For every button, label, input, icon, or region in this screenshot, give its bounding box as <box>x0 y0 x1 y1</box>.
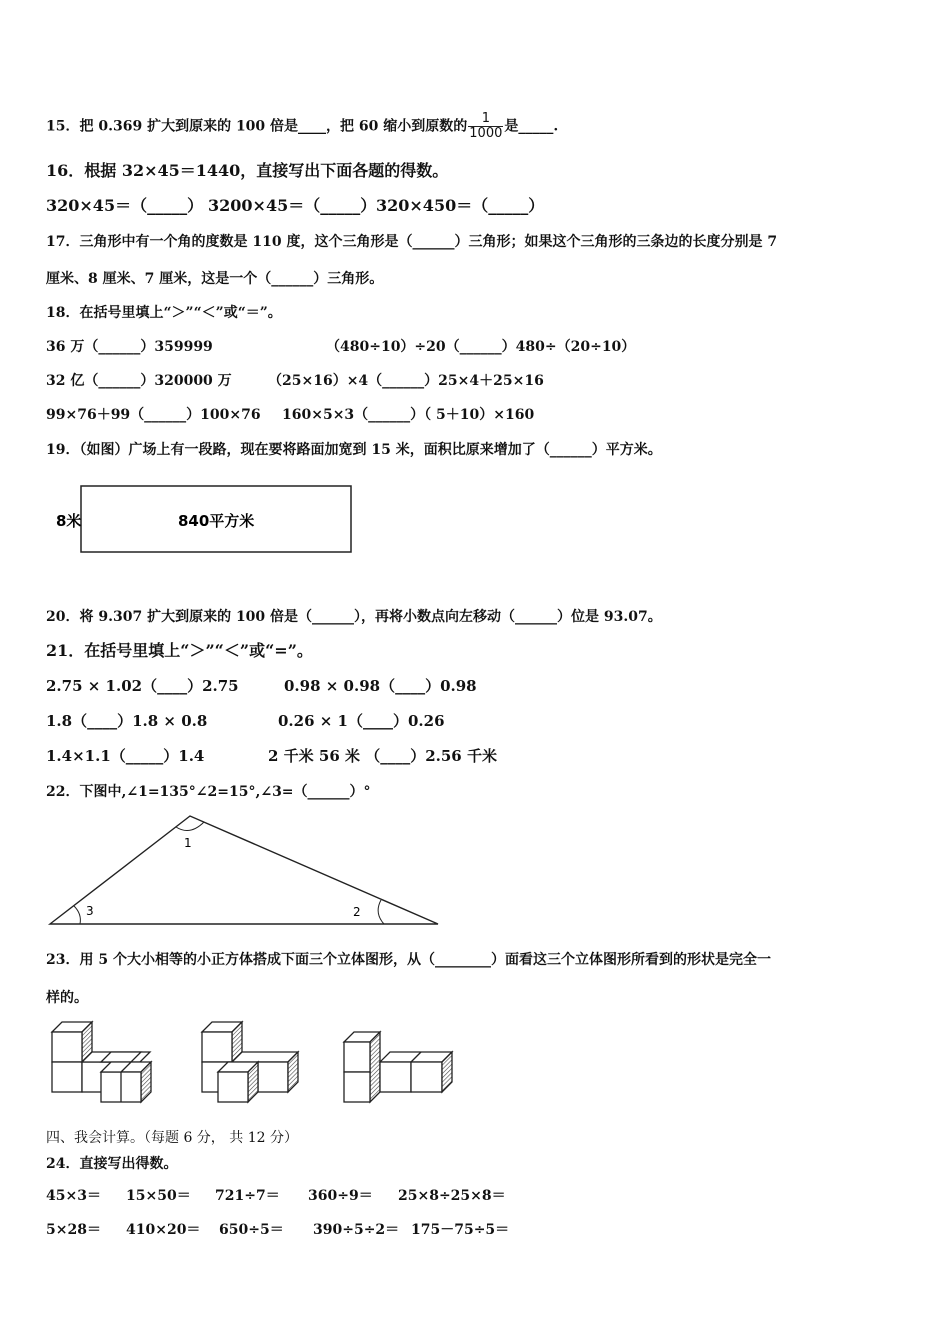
cube-figure-2 <box>202 1022 298 1102</box>
section-4-title: 四、我会计算。（每题 6 分， 共 12 分） <box>46 1130 298 1146</box>
question-16-title: 16．根据 32×45＝1440，直接写出下面各题的得数。 <box>46 161 449 180</box>
q16-item-1: 320×45＝（_____） <box>46 196 204 215</box>
q24-r1-item-2: 15×50＝ <box>126 1188 191 1204</box>
road-area-label: 840平方米 <box>178 512 255 530</box>
fraction-denominator: 1000 <box>469 126 503 141</box>
road-width-label: 8米 <box>56 512 82 530</box>
angle-2-label: 2 <box>353 905 361 919</box>
q24-r2-item-5: 175－75÷5＝ <box>411 1222 510 1238</box>
q24-r1-item-4: 360÷9＝ <box>308 1188 373 1204</box>
question-19: 19．（如图）广场上有一段路，现在要将路面加宽到 15 米，面积比原来增加了（______）平方米。 <box>46 442 662 458</box>
question-15 <box>46 112 558 141</box>
q18-row2-right: （25×16）×4（______）25×4＋25×16 <box>268 373 544 389</box>
question-24-title: 24．直接写出得数。 <box>46 1156 178 1172</box>
question-23-line1: 23．用 5 个大小相等的小正方体搭成下面三个立体图形，从（________）面看这三个立体图形所看到的形状是完全一 <box>46 952 771 968</box>
q24-r2-item-3: 650÷5＝ <box>219 1222 284 1238</box>
q16-item-2: 3200×45＝（_____） <box>208 196 377 215</box>
cube-figure-3 <box>344 1032 452 1102</box>
q24-r2-item-2: 410×20＝ <box>126 1222 201 1238</box>
question-18-title: 18．在括号里填上“＞”“＜”或“＝”。 <box>46 305 282 321</box>
question-17-line2: 厘米、8 厘米、7 厘米，这是一个（______）三角形。 <box>46 271 384 287</box>
q21-row2-left: 1.8（____）1.8 × 0.8 <box>46 712 208 730</box>
q21-row1-left: 2.75 × 1.02（____）2.75 <box>46 677 239 695</box>
triangle-figure <box>44 808 444 930</box>
q21-row3-right: 2 千米 56 米 （____）2.56 千米 <box>268 747 497 765</box>
q18-row1-right: （480÷10）÷20（______）480÷（20÷10） <box>326 339 636 355</box>
question-21-title: 21．在括号里填上“＞”“＜”或“=”。 <box>46 641 313 660</box>
q18-row3-right: 160×5×3（______）（ 5＋10）×160 <box>282 407 535 423</box>
angle-1-label: 1 <box>184 836 192 850</box>
q15-text-part2: 是_____. <box>504 118 559 135</box>
q21-row1-right: 0.98 × 0.98（____）0.98 <box>284 677 477 695</box>
q15-text-part1: 15．把 0.369 扩大到原来的 100 倍是____，把 60 缩小到原数的 <box>46 118 468 135</box>
q18-row2-left: 32 亿（______）320000 万 <box>46 373 232 389</box>
q24-r2-item-4: 390÷5÷2＝ <box>313 1222 400 1238</box>
triangle-shape <box>50 816 438 924</box>
road-figure <box>50 480 360 560</box>
q24-r1-item-3: 721÷7＝ <box>215 1188 280 1204</box>
question-20: 20．将 9.307 扩大到原来的 100 倍是（______），再将小数点向左移动（______）位是 93.07。 <box>46 609 662 625</box>
q18-row1-left: 36 万（______）359999 <box>46 339 213 355</box>
angle-3-label: 3 <box>86 904 94 918</box>
fraction-1-over-1000 <box>468 112 503 141</box>
q24-r1-item-1: 45×3＝ <box>46 1188 101 1204</box>
q16-item-3: 320×450＝（_____） <box>376 196 545 215</box>
question-23-line2: 样的。 <box>46 990 88 1006</box>
q18-row3-left: 99×76＋99（______）100×76 <box>46 407 261 423</box>
cube-figures <box>40 1018 470 1110</box>
fraction-numerator: 1 <box>468 112 503 127</box>
angle-3-arc <box>74 906 80 924</box>
angle-2-arc <box>378 900 384 924</box>
q24-r1-item-5: 25×8÷25×8＝ <box>398 1188 506 1204</box>
question-22: 22．下图中,∠1=135°∠2=15°,∠3=（______）° <box>46 784 371 800</box>
cube-figure-1 <box>52 1022 151 1102</box>
q21-row3-left: 1.4×1.1（_____）1.4 <box>46 747 205 765</box>
question-16-items <box>0 196 950 216</box>
q21-row2-right: 0.26 × 1（____）0.26 <box>278 712 445 730</box>
q24-r2-item-1: 5×28＝ <box>46 1222 101 1238</box>
question-17-line1: 17．三角形中有一个角的度数是 110 度，这个三角形是（______）三角形；如果这个三角形的三条边的长度分别是 7 <box>46 234 778 250</box>
